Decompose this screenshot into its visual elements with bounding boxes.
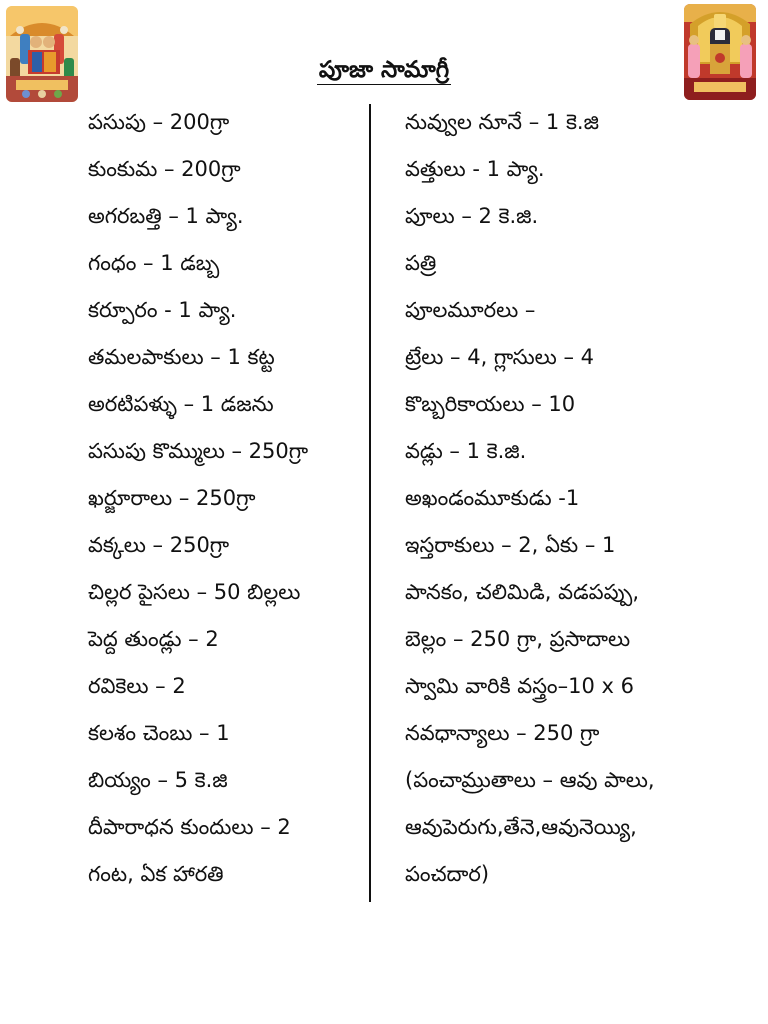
list-item: నువ్వుల నూనే – 1 కె.జి	[405, 110, 599, 134]
page-title-text: పూజా సామాగ్రీ	[318, 57, 450, 83]
list-item: పూలు – 2 కె.జి.	[405, 204, 539, 228]
list-item: గంట, ఏక హారతి	[88, 862, 224, 886]
list-item: అగరబత్తి – 1 ప్యా.	[88, 204, 244, 228]
list-item: పసుపు కొమ్ములు – 250గ్రా	[88, 439, 309, 463]
list-item: రవికెలు – 2	[88, 674, 186, 698]
list-item: అఖండంమూకుడు -1	[405, 486, 580, 510]
left-item-list	[88, 100, 358, 899]
list-item: కర్పూరం - 1 ప్యా.	[88, 298, 237, 322]
list-item: స్వామి వారికి వస్త్రం–10 x 6	[405, 674, 634, 698]
list-item: దీపారాధన కుందులు – 2	[88, 815, 291, 839]
list-item: పత్రి	[405, 251, 437, 275]
list-item: బియ్యం – 5 కె.జి	[88, 768, 228, 792]
list-item: పెద్ద తుండ్లు – 2	[88, 627, 219, 651]
list-item: ఇస్తరాకులు – 2, ఏకు – 1	[405, 533, 616, 557]
list-item: పంచదార)	[405, 862, 490, 886]
list-item: పసుపు – 200గ్రా	[88, 110, 230, 134]
list-item: బెల్లం – 250 గ్రా, ప్రసాదాలు	[405, 627, 631, 651]
list-item: నవధాన్యాలు – 250 గ్రా	[405, 721, 600, 745]
list-item: చిల్లర పైసలు – 50 బిల్లలు	[88, 580, 301, 604]
column-divider	[369, 104, 371, 902]
right-item-list	[405, 100, 755, 899]
list-item: కలశం చెంబు – 1	[88, 721, 230, 745]
list-item: వక్కలు – 250గ్రా	[88, 533, 230, 557]
list-item: తమలపాకులు – 1 కట్ట	[88, 345, 275, 369]
list-item: అరటిపళ్ళు – 1 డజను	[88, 392, 274, 416]
list-item: వడ్లు – 1 కె.జి.	[405, 439, 527, 463]
list-item: పానకం, చలిమిడి, వడపప్పు,	[405, 580, 640, 604]
list-item: పూలమూరలు –	[405, 298, 536, 322]
list-item: గంధం – 1 డబ్బ	[88, 251, 220, 275]
list-item: (పంచామ్రుతాలు – ఆవు పాలు,	[405, 768, 655, 792]
list-item: కొబ్బరికాయలు – 10	[405, 392, 576, 416]
list-item: ట్రేలు – 4, గ్లాసులు – 4	[405, 345, 594, 369]
list-item: వత్తులు - 1 ప్యా.	[405, 157, 545, 181]
list-item: ఆవుపెరుగు,తేనె,ఆవునెయ్యి,	[405, 815, 637, 839]
list-item: ఖర్జూరాలు – 250గ్రా	[88, 486, 256, 510]
list-item: కుంకుమ – 200గ్రా	[88, 157, 241, 181]
page-title	[0, 52, 768, 88]
